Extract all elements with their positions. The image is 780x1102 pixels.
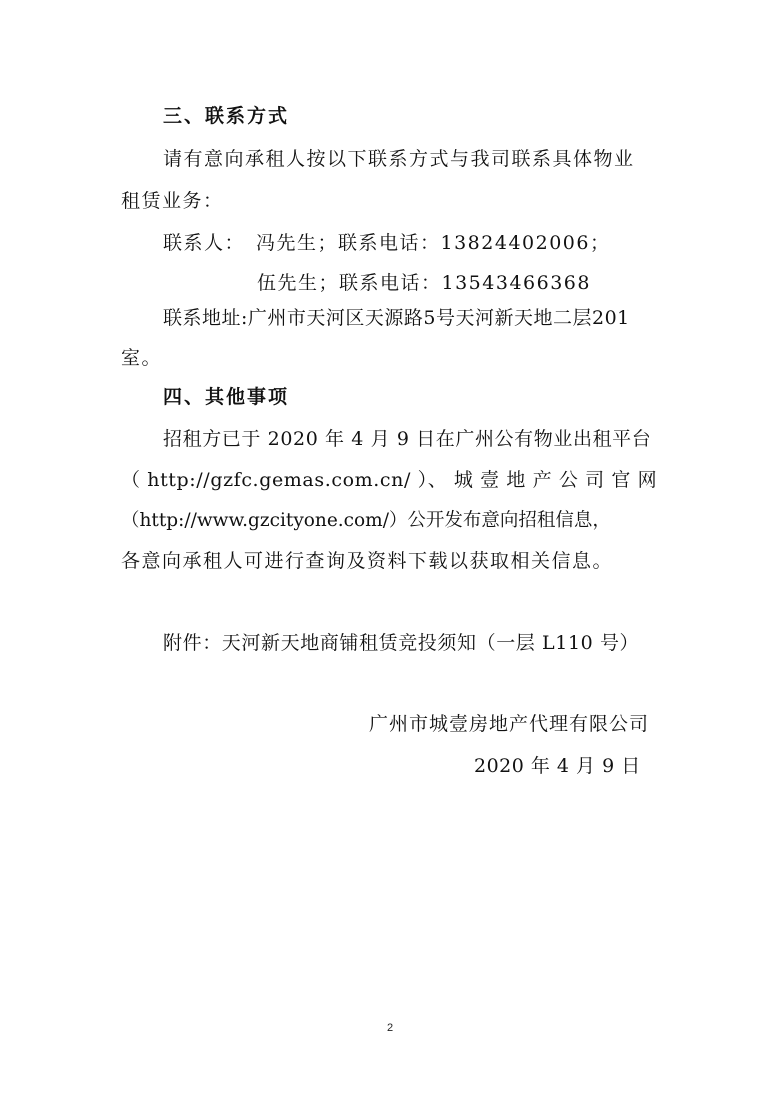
page-number: 2 <box>386 1022 394 1034</box>
section-4-heading: 四、其他事项 <box>163 386 290 408</box>
section-3-heading: 三、联系方式 <box>163 105 290 127</box>
section-3-paragraph-line-1: 请有意向承租人按以下联系方式与我司联系具体物业 <box>163 148 635 170</box>
contact-person-line-2: 伍先生；联系电话：13543466368 <box>257 272 591 294</box>
signature-company: 广州市城壹房地产代理有限公司 <box>369 713 650 735</box>
section-4-paragraph-line-1: 招租方已于 2020 年 4 月 9 日在广州公有物业出租平台 <box>163 428 652 450</box>
attachment-note: 附件：天河新天地商铺租赁竞投须知（一层 L110 号） <box>163 632 640 654</box>
contact-address-line-2: 室。 <box>121 347 163 369</box>
contact-address-line-1: 联系地址:广州市天河区天源路5号天河新天地二层201 <box>163 307 630 329</box>
signature-date: 2020 年 4 月 9 日 <box>474 755 641 777</box>
section-4-paragraph-line-2: （ http://gzfc.gemas.com.cn/ ）、 城 壹 地 产 公 司 官 网 <box>121 469 658 491</box>
section-4-paragraph-line-3: （http://www.gzcityone.com/）公开发布意向招租信息， <box>121 510 611 531</box>
contact-person-line-1: 联系人： 冯先生；联系电话：13824402006； <box>163 232 611 254</box>
section-4-paragraph-line-4: 各意向承租人可进行查询及资料下载以获取相关信息。 <box>121 550 614 572</box>
section-3-paragraph-line-2: 租赁业务： <box>121 190 224 212</box>
